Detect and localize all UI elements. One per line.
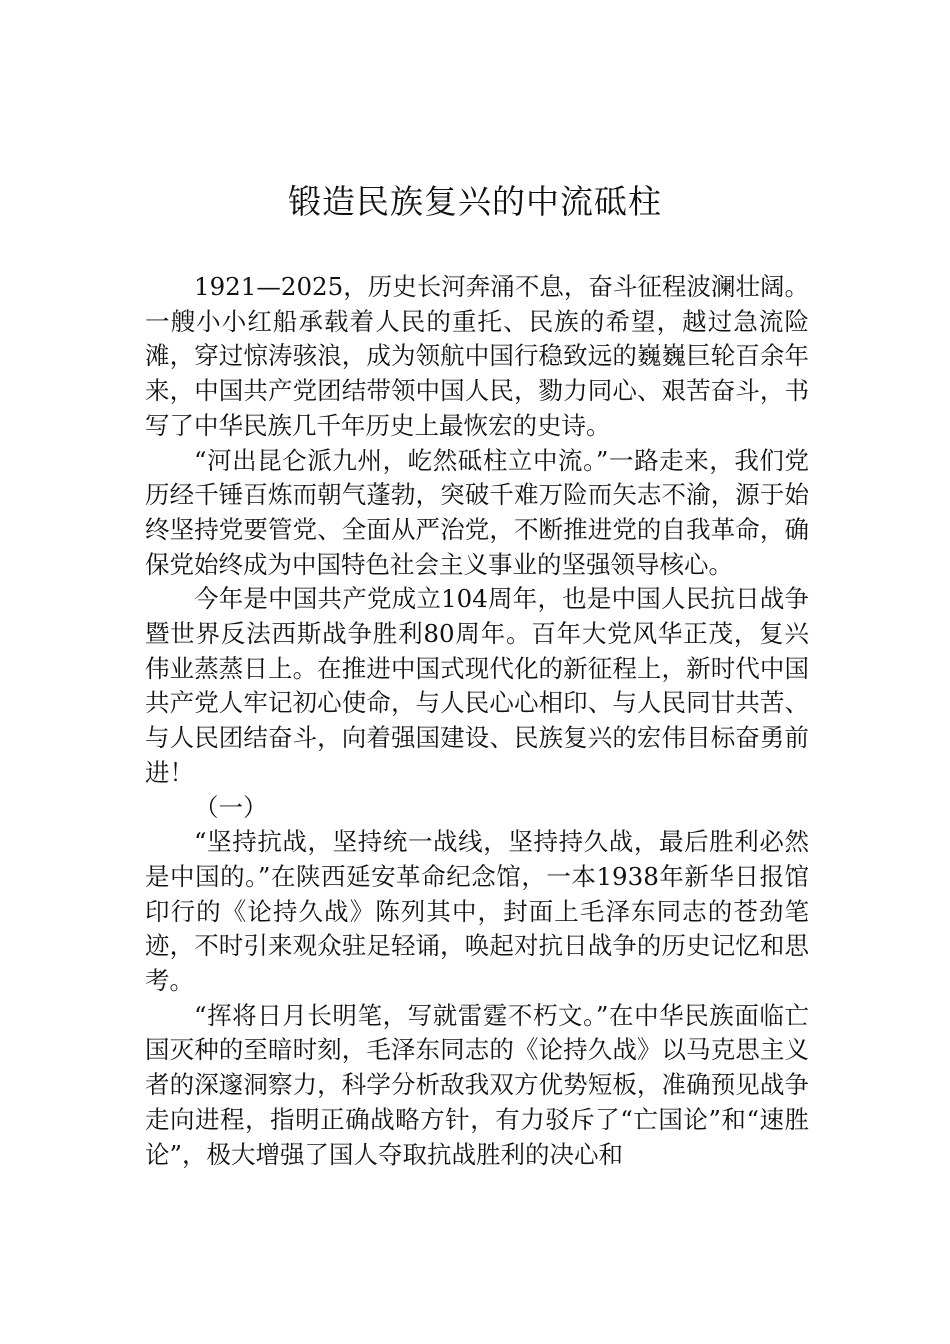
document-title: 锻造民族复兴的中流砥柱 — [288, 182, 662, 221]
paragraph-5: “挥将日月长明笔，写就雷霆不朽文。”在中华民族面临亡国灭种的至暗时刻，毛泽东同志的《论持久战》以马克思主义者的深邃洞察力，科学分析敌我双方优势短板，准确预见战争走向进程，指明正确战略方针，有力驳斥了“亡国论”和“速胜论”，极大增强了国人夺取抗战胜利的决心和 — [145, 1000, 809, 1169]
paragraph-1: 1921—2025，历史长河奔涌不息，奋斗征程波澜壮阔。一艘小小红船承载着人民的重托、民族的希望，越过急流险滩，穿过惊涛骇浪，成为领航中国行稳致远的巍巍巨轮百余年来，中国共产党团结带领中国人民，勠力同心、艰苦奋斗，书写了中华民族几千年历史上最恢宏的史诗。 — [145, 272, 809, 440]
paragraph-3: 今年是中国共产党成立104周年，也是中国人民抗日战争暨世界反法西斯战争胜利80周年。百年大党风华正茂，复兴伟业蒸蒸日上。在推进中国式现代化的新征程上，新时代中国共产党人牢记初心使命，与人民心心相印、与人民同甘共苦、与人民团结奋斗，向着强国建设、民族复兴的宏伟目标奋勇前进！ — [145, 584, 809, 787]
paragraph-2: “河出昆仑派九州，屹然砥柱立中流。”一路走来，我们党历经千锤百炼而朝气蓬勃，突破千难万险而矢志不渝，源于始终坚持党要管党、全面从严治党，不断推进党的自我革命，确保党始终成为中国特色社会主义事业的坚强领导核心。 — [145, 445, 809, 579]
section-heading: （一） — [194, 792, 268, 822]
paragraph-4: “坚持抗战，坚持统一战线，坚持持久战，最后胜利必然是中国的。”在陕西延安革命纪念馆，一本1938年新华日报馆印行的《论持久战》陈列其中，封面上毛泽东同志的苍劲笔迹，不时引来观众驻足轻诵，唤起对抗日战争的历史记忆和思考。 — [145, 827, 809, 996]
document-body — [145, 270, 809, 1172]
